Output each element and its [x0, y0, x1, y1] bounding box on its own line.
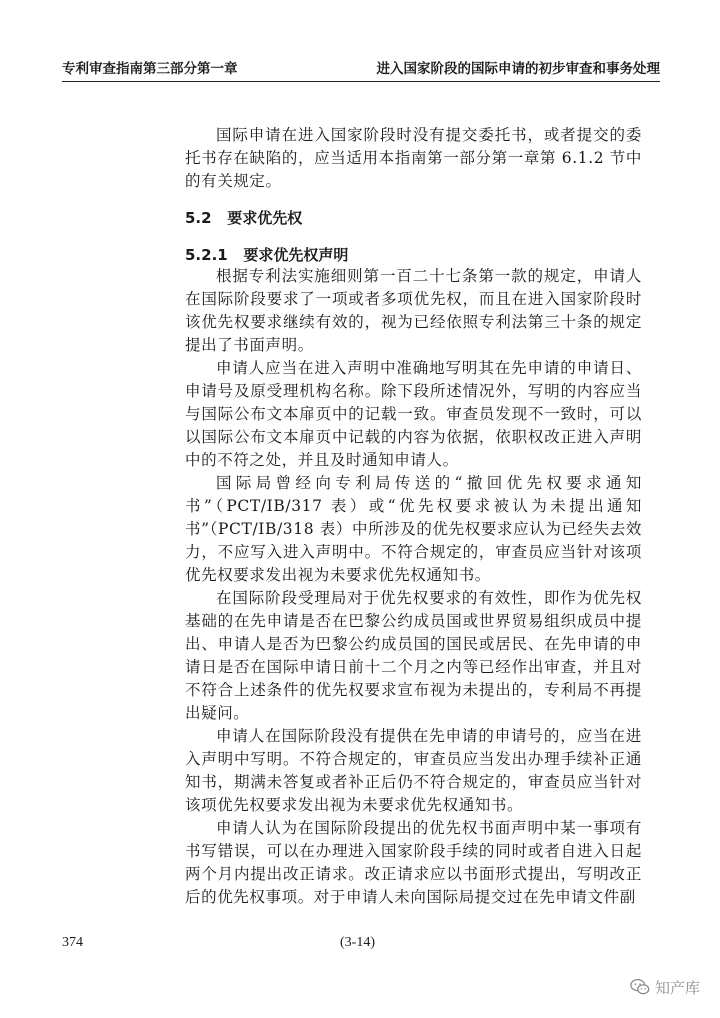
header-section-title: 进入国家阶段的国际申请的初步审查和事务处理: [376, 61, 660, 77]
wechat-icon: [629, 976, 651, 998]
paragraph-priority-validity: 在国际阶段受理局对于优先权要求的有效性，即作为优先权基础的在先申请是否在巴黎公约成员国或世界贸易组织成员中提出、申请人是否为巴黎公约成员国的国民或居民、在先申请的申请日是否在国际申请日前十二个月之内等已经作出审查，并且对不符合上述条件的优先权要求宣布视为未提出的，专利局不再提出疑问。: [185, 589, 642, 722]
section-heading: [185, 207, 302, 228]
section-page-number: (3-14): [340, 935, 375, 950]
paragraph-entry-statement: 申请人应当在进入声明中准确地写明其在先申请的申请日、申请号及原受理机构名称。除下段所述情况外，写明的内容应当与国际公布文本扉页中的记载一致。审查员发现不一致时，可以以国际公布文本扉页中记载的内容为依据，依职权改正进入声明中的不符之处，并且及时通知申请人。: [185, 359, 642, 469]
page-number: 374: [62, 935, 83, 950]
paragraph-withdrawn-priority: 国际局曾经向专利局传送的“撤回优先权要求通知书”（PCT/IB/317 表）或“优先权要求被认为未提出通知书”（PCT/IB/318 表）中所涉及的优先权要求应认为已经失去效力，不应写入进入声明中。不符合规定的，审查员应当针对该项优先权要求发出视为未要求优先权通知书。: [185, 474, 642, 584]
subsection-number: 5.2.1: [185, 246, 228, 264]
subsection-title: 要求优先权声明: [243, 246, 349, 264]
paragraph-priority-declaration: 根据专利法实施细则第一百二十七条第一款的规定，申请人在国际阶段要求了一项或者多项优先权，而且在进入国家阶段时该优先权要求继续有效的，视为已经依照专利法第三十条的规定提出了书面声明。: [185, 267, 642, 354]
paragraph-application-number: 申请人在国际阶段没有提供在先申请的申请号的，应当在进入声明中写明。不符合规定的，审查员应当发出办理手续补正通知书，期满未答复或者补正后仍不符合规定的，审查员应当针对该项优先权要求发出视为未要求优先权通知书。: [185, 727, 642, 814]
section-title: 要求优先权: [227, 209, 303, 227]
intro-paragraph: 国际申请在进入国家阶段时没有提交委托书，或者提交的委托书存在缺陷的，应当适用本指南第一部分第一章第 6.1.2 节中的有关规定。: [185, 126, 642, 190]
watermark-text: 知产库: [654, 978, 700, 997]
running-header: [62, 55, 660, 82]
header-chapter-title: 专利审查指南第三部分第一章: [62, 61, 238, 77]
subsection-heading: [185, 244, 348, 265]
paragraph-correction-request: 申请人认为在国际阶段提出的优先权书面声明中某一事项有书写错误，可以在办理进入国家阶段手续的同时或者自进入日起两个月内提出改正请求。改正请求应以书面形式提出，写明改正后的优先权事项。对于申请人未向国际局提交过在先申请文件副: [185, 819, 642, 906]
main-body: [185, 265, 642, 909]
section-number: 5.2: [185, 209, 212, 227]
watermark: [629, 976, 700, 998]
intro-block: [185, 124, 642, 193]
